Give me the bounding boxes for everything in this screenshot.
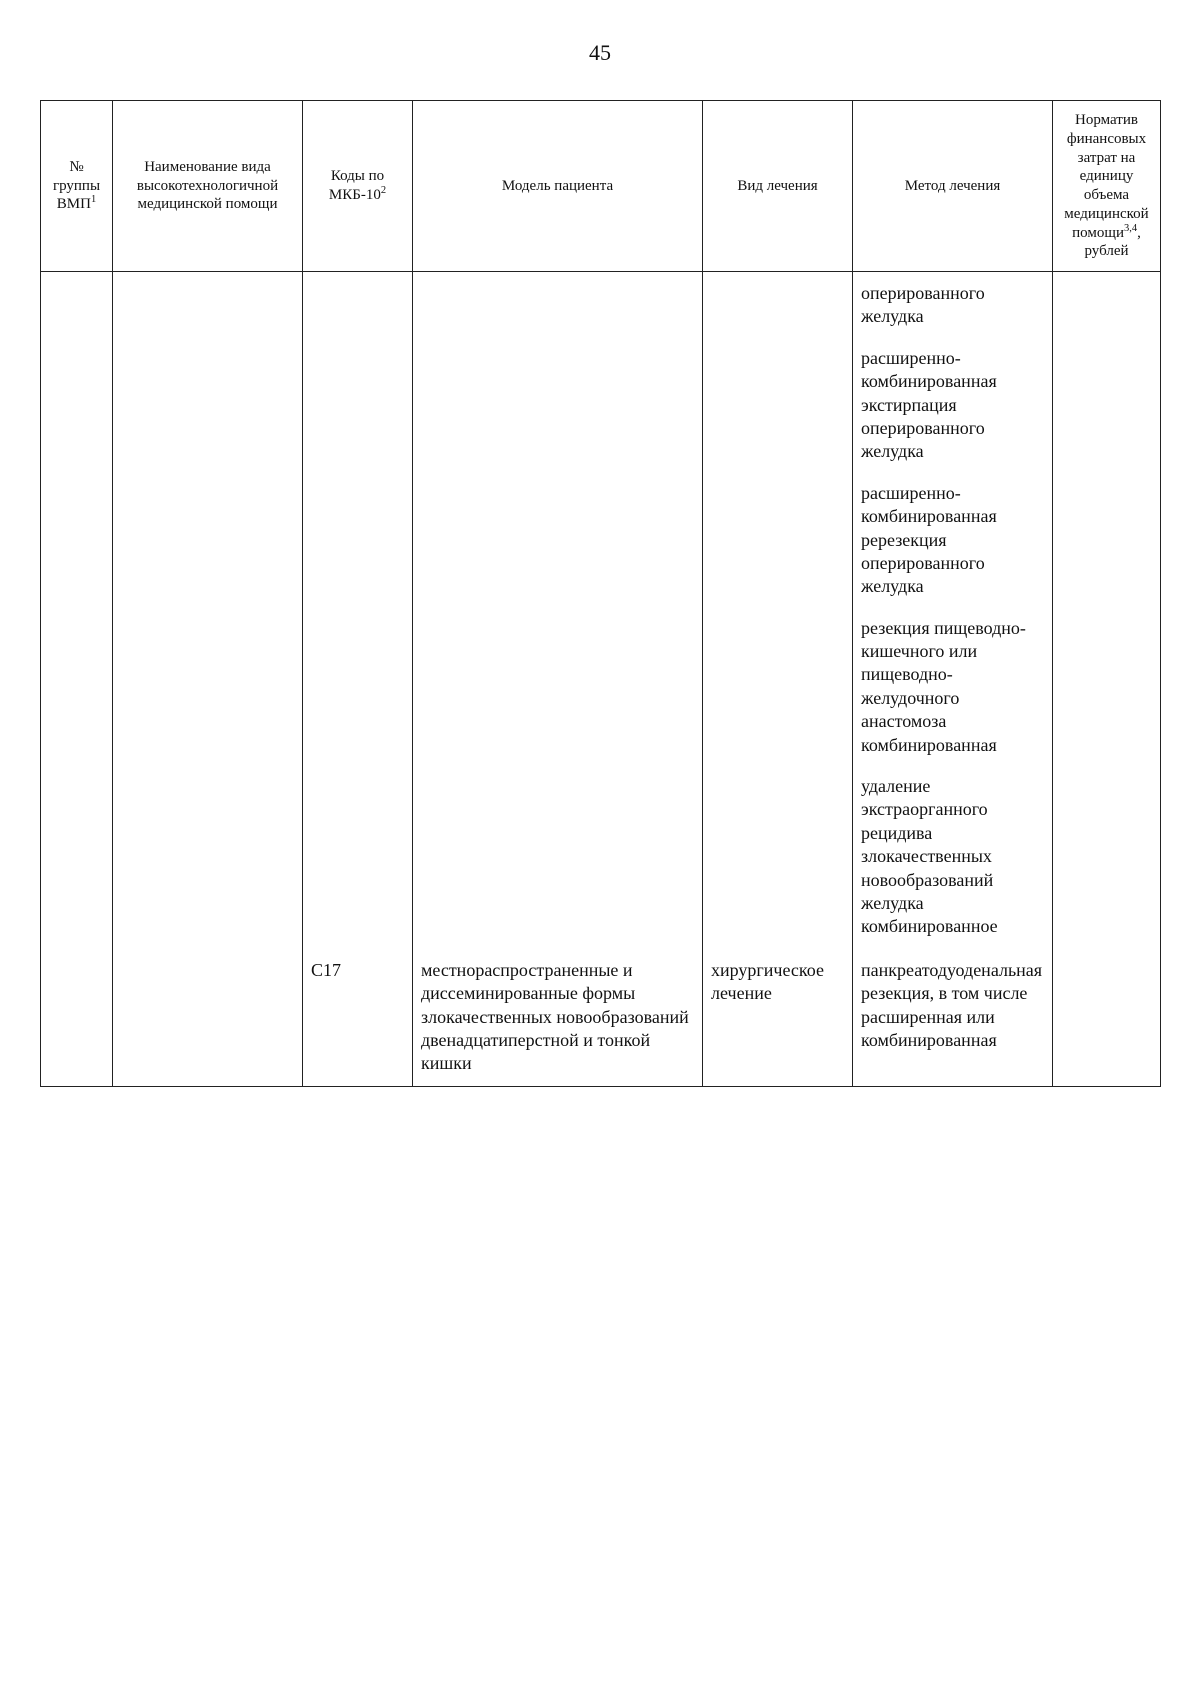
cell-icd-code: C17 [303,949,413,1086]
cell-treatment-method [853,272,1053,949]
cell-treatment-type: хирургическое лечение [703,949,853,1086]
cell-patient-model: местнораспространенные и диссеминированные формы злокачественных новообразований двенадцатиперстной и тонкой кишки [413,949,703,1086]
cell-financial-norm [1053,949,1161,1086]
cell-treatment-type [703,272,853,949]
cell-treatment-method [853,949,1053,1086]
page-number: 45 [589,40,611,65]
method-item: расширенно-комбинированная экстирпация оперированного желудка [861,347,997,462]
cell-financial-norm [1053,272,1161,949]
cell-patient-model [413,272,703,949]
vmp-table [40,100,1161,1087]
cell-vmp-name [113,949,303,1086]
header-patient-model: Модель пациента [413,101,703,272]
cell-icd-code [303,272,413,949]
header-icd-codes: Коды по МКБ-$10^2$ [303,101,413,272]
method-item: расширенно-комбинированная ререзекция оперированного желудка [861,482,997,597]
header-treatment-type: Вид лечения [703,101,853,272]
header-vmp-name: Наименование вида высокотехнологичной медицинской помощи [113,101,303,272]
cell-group-number [41,272,113,949]
method-item: панкреатодуоденальная резекция, в том числе расширенная или комбинированная [861,959,1043,1050]
header-treatment-method: Метод лечения [853,101,1053,272]
method-item: резекция пищеводно-кишечного или пищеводно-желудочного анастомоза комбинированная [861,617,1026,755]
header-financial-norm: Норматив финансовых затрат на единицу объема медицинской помощи$^{3,4}$, рублей [1053,101,1161,272]
method-item: оперированного желудка [861,283,985,327]
method-item: удаление экстраорганного рецидива злокачественных новообразований желудка комбинированное [861,776,998,937]
table-header [41,101,1161,272]
cell-vmp-name [113,272,303,949]
table-row [41,949,1161,1086]
cell-group-number [41,949,113,1086]
table-row [41,272,1161,949]
header-group-number: № группы ВМП$^1$ [41,101,113,272]
